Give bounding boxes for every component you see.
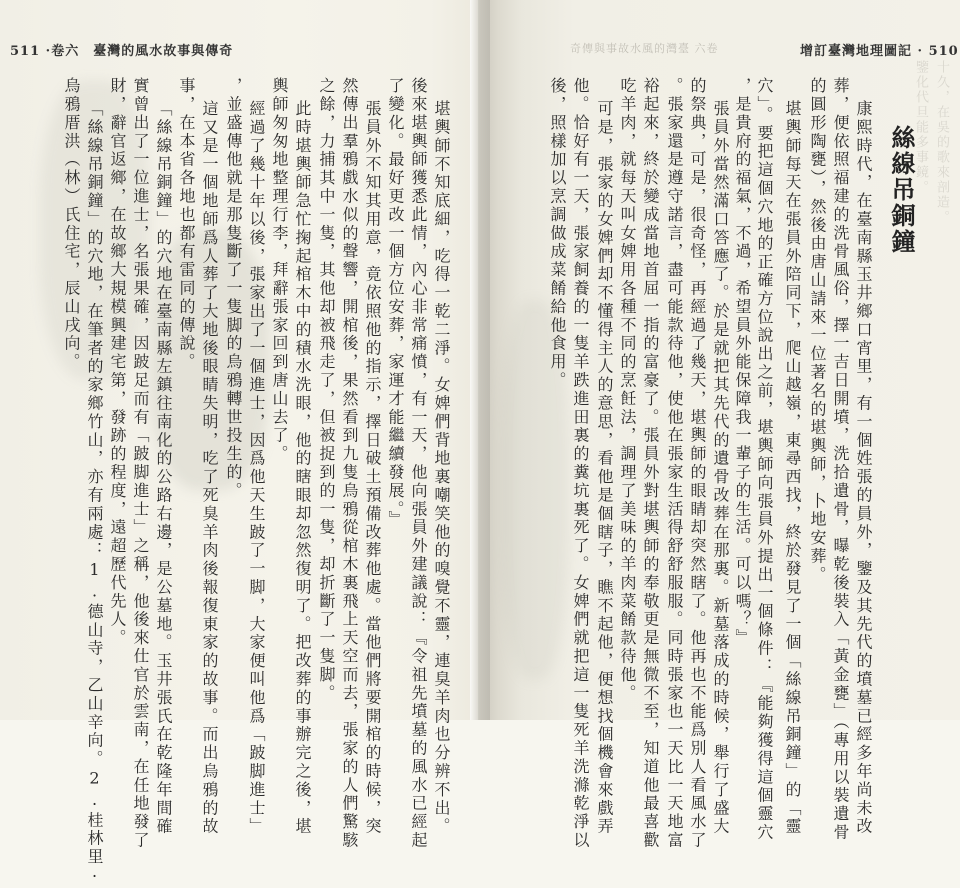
text-column: 後，照樣加以烹調做成菜餚給他食用。	[548, 77, 567, 390]
bleed-through-text: 鑒化代旦能多事鏡。	[913, 60, 928, 195]
right-page-header: 增訂臺灣地理圖記 · 510	[800, 44, 959, 59]
text-column: 。張家還是遵守諾言，盡可能款待他，使他在張家生活得舒舒服服。同時張家也一天比一天地富	[665, 77, 684, 850]
text-column: 穴」。要把這個穴地的正確方位說出之前，堪輿師向張員外提出一個條件：『能夠獲得這個靈穴	[755, 77, 774, 842]
text-column: 裕起來，終於變成當地首屈一指的富豪了。張員外對堪輿師的奉敬更是無微不至，知道他最喜歡	[641, 77, 660, 850]
text-column: 事，在本省各地也都有雷同的傳說。	[177, 77, 196, 372]
text-column: 經過了幾十年以後，張家出了一個進士，因爲他天生跛了一脚，大家便叫他爲「跛脚進士」	[247, 100, 266, 836]
text-column: 此時堪輿師急忙掬起棺木中的積水洗眼，他的瞎眼却忽然復明了。把改葬的事辦完之後，堪	[293, 100, 312, 836]
text-column: 「絲線吊銅鐘」的穴地在臺南縣左鎮往南化的公路右邊，是公墓地。玉井張氏在乾隆年間確	[154, 100, 173, 836]
text-column: 可是，張家的女婢們却不懂得主人的意思，看他是個瞎子，瞧不起他，便想找個機會來戲弄	[595, 100, 614, 836]
text-column: 了變化。最好更改一個方位安葬，家運才能繼續發展。』	[386, 77, 405, 529]
text-column: 這又是一個地師爲人葬了大地後眼睛失明，吃了死臭羊肉後報復東家的故事。而出烏鴉的故	[200, 100, 219, 836]
text-column: 財，辭官返鄉，在故鄉大規模興建宅第，發跡的程度，遠超歷代先人。	[108, 77, 127, 648]
text-column: 他。恰好有一天，張家飼養的一隻羊跌進田裏的糞坑裏死了。女婢們就把這一隻死羊洗滌乾淨以	[571, 77, 590, 850]
text-column: 之餘，力捕其中一隻，其他却被飛走了，但被捉到的一隻，却折斷了一隻脚。	[317, 77, 336, 703]
bleed-through-text: 十久，在吳的歌來剖造。	[934, 60, 949, 225]
text-column: 的祭典，可是，很奇怪，再經過了幾天，堪輿師的眼睛却突然瞎了。他再也不能爲別人看風水了	[688, 77, 707, 850]
text-column: 葬，便依照福建的洗骨風俗，擇一吉日開墳，洗拾遺骨，曝乾後裝入「黃金甕」（專用以裝遺骨	[831, 77, 850, 842]
text-column: ，並盛傳他就是那隻斷了一隻脚的烏鴉轉世投生的。	[224, 77, 243, 501]
text-column: 後來堪輿師獲悉此情，內心非常痛憤，有一天，他向張員外建議說：『令祖先墳墓的風水已經起	[409, 77, 428, 850]
text-column: 烏鴉厝洪（林）氏住宅，辰山戌向。	[62, 77, 81, 372]
text-column: ，是貴府的福氣，不過，希望員外能保障我一輩子的生活。可以嗎？』	[733, 77, 752, 648]
text-column: 然傳出羣鴉戲水似的聲響，開棺後，果然看到九隻烏鴉從棺木裏飛上天空而去，張家的人們驚駭	[340, 77, 359, 850]
text-column: 吃羊肉，就每天叫女婢用各種不同的烹飪法，調理了美味的羊肉菜餚款待他。	[618, 77, 637, 703]
text-column: 實曾出了一位進士，名張果確，因跛足而有「跛脚進士」之稱，他後來仕官於雲南，在任地發了	[131, 77, 150, 850]
text-column: 輿師匆匆地整理行李，拜辭張家回到唐山去了。	[270, 77, 289, 464]
text-column: 康熙時代，在臺南縣玉井鄉口宵里，有一個姓張的員外，鑒及其先代的墳墓已經多年尚未改	[854, 100, 873, 836]
text-column: 堪輿師不知底細，吃得一乾二淨。女婢們背地裏嘲笑他的嗅覺不靈，連臭羊肉也分辨不出。	[432, 100, 451, 836]
text-column: 張員外當然滿口答應了。於是就把其先代的遺骨改葬在那裏。新墓落成的時候，舉行了盛大	[711, 100, 730, 836]
text-column: 的圓形陶甕），然後由唐山請來一位著名的堪輿師，卜地安葬。	[808, 77, 827, 585]
text-column: 「絲線吊銅鐘」的穴地，在筆者的家鄉竹山，亦有兩處：1.德山寺，乙山辛向。2.桂林里·	[85, 100, 104, 888]
bleed-through-header: 奇傳與事故水風的灣臺 六卷	[570, 42, 719, 55]
chapter-title: 絲線吊銅鐘	[887, 125, 916, 255]
book-gutter	[470, 0, 490, 720]
left-page-header: 511 ·卷六 臺灣的風水故事與傳奇	[10, 44, 234, 59]
text-column: 堪輿師每天在張員外陪同下，爬山越嶺，東尋西找，終於發見了一個「絲線吊銅鐘」的「靈	[783, 100, 802, 836]
text-column: 張員外不知其用意，竟依照他的指示，擇日破土預備改葬他處。當他們將要開棺的時候，突	[363, 100, 382, 836]
